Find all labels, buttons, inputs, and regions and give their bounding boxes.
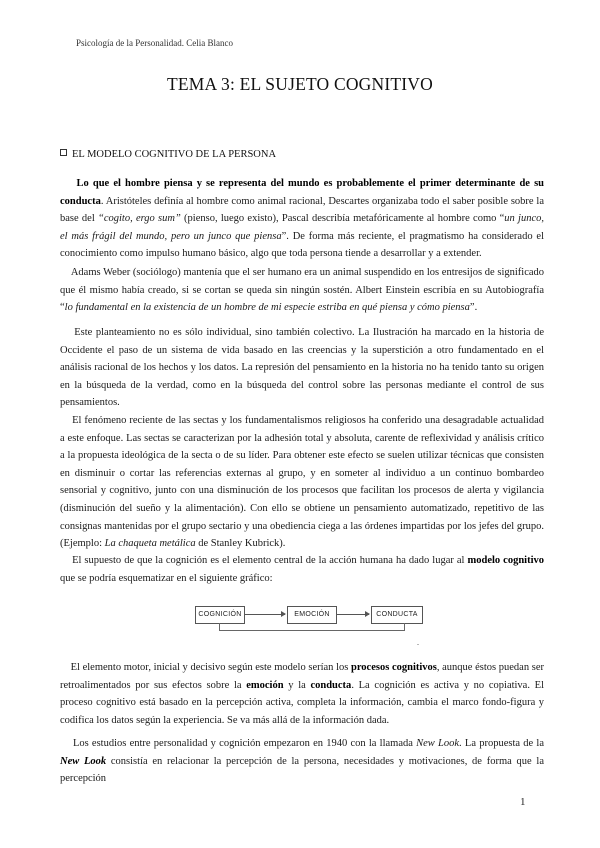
p1-text-2: (pienso, luego existo), Pascal describía metafóricamente al hombre como “ (180, 213, 505, 225)
p6-text-2: , aunque éstos puedan ser retroalimentados por sus efectos sobre la (60, 662, 544, 691)
p6-bold-3: conducta (310, 679, 352, 691)
feedback-loop-line (219, 623, 405, 631)
page-number: 1 (520, 796, 526, 808)
paragraph-2 (60, 264, 544, 317)
p4-text-2: de Stanley Kubrick). (195, 538, 286, 550)
section-heading-text: EL MODELO COGNITIVO DE LA PERSONA (72, 149, 277, 160)
paragraph-6 (60, 659, 544, 729)
p6-text-3: y la (283, 679, 311, 691)
p6-bold-1: procesos cognitivos (351, 662, 437, 673)
paragraph-4 (60, 412, 544, 553)
paragraph-3 (60, 324, 544, 412)
p1-italic-1: “cogito, ergo sum” (97, 213, 181, 225)
p6-text-4: . La cognición es activa y no copiativa. El proceso cognitivo está basado en la percepción activa, completa la información, cambia el marco fondo-figura y codifica los datos según la experiencia. Se va más allá de la información dada. (60, 679, 544, 726)
p5-text-2: que se podría esquematizar en el siguiente gráfico: (60, 572, 273, 584)
p1-italic-2: un junco, el más frágil del mundo, pero un junco que piensa (60, 213, 544, 242)
p7-bold-italic-1 (60, 756, 106, 767)
p2-text-2: ”. (469, 302, 478, 314)
cognitive-model-diagram (195, 606, 423, 646)
bold-lead: Lo que el hombre piensa y se representa del mundo es probablemente el primer determinante de su conducta (60, 178, 544, 207)
diagram-box-emocion: EMOCIÓN (287, 606, 337, 624)
p4-italic-1: La chaqueta metálica (104, 538, 196, 550)
p3-text: Este planteamiento no es sólo individual, sino también colectivo. La Ilustración ha marcado en la historia de Occidente el paso de un sistema de vida basado en las creencias y la superstición a otro fundamentado en el análisis racional de los hechos y los datos. La represión del pensamiento en la historia no ha tenido tanto su origen en la búsqueda de la verdad, como en la búsqueda del control sobre las personas mediante el control de sus pensamientos. (60, 327, 545, 409)
p2-text-1: Adams Weber (sociólogo) mantenía que el ser humano era un animal suspendido en los entresijos de significado que él mismo había creado, si se cortan se queda sin ningún sostén. Albert Einstein escribía en su Autobiografía “ (60, 267, 545, 314)
p7-text-1: Los estudios entre personalidad y cognición empezaron en 1940 con la llamada (72, 738, 417, 749)
paragraph-1 (60, 175, 544, 263)
square-bullet-icon (60, 149, 67, 156)
paragraph-7 (60, 735, 544, 788)
p6-text-1: El elemento motor, inicial y decisivo según este modelo serían los (70, 662, 351, 673)
running-header: Psicología de la Personalidad. Celia Blanco (76, 38, 233, 48)
paragraph-5 (60, 552, 544, 587)
p4-text-1: El fenómeno reciente de las sectas y los fundamentalismos religiosos ha conferido una desagradable actualidad a este enfoque. Las sectas se caracterizan por la adhesión total y absoluta, carente de reflexividad y análisis crítico a la propuesta ideológica de la secta o de su líder. Para obtener este efecto se suelen utilizar técnicas que consisten en disminuir o cortar las referencias externas al grupo, y en someter al individuo a un continuo bombardeo sensorial y cognitivo, junto con una disminución de los procesos que facilitan los procesos de alerta y vigilancia (disminución del sueño y la alimentación). Con ello se obtiene un pensamiento automatizado, repetitivo de las consignas mantenidas por el grupo sectario y una obediencia ciega a las órdenes impartidas por los jefes del grupo. (Ejemplo: (60, 415, 544, 550)
p7-bold-italic-text: New Look (60, 755, 107, 767)
p7-text-3: consistía en relacionar la percepción de la persona, necesidades y motivaciones, de forma que la percepción (60, 755, 544, 785)
p1-text-3: ”. De forma más reciente, el pragmatismo ha considerado el conocimiento como impulso humano básico, algo que toda persona tiende a desarrollar y a extender. (60, 230, 544, 260)
diagram-box-cognicion: COGNICIÓN (195, 606, 245, 624)
section-heading (60, 149, 276, 160)
arrow-right-icon (245, 614, 285, 615)
p5-text-1: El supuesto de que la cognición es el elemento central de la acción humana ha dado lugar al (72, 555, 468, 566)
p6-bold-2: emoción (246, 679, 284, 691)
p7-italic-1: New Look (416, 738, 460, 749)
diagram-box-conducta: CONDUCTA (371, 606, 423, 624)
arrow-right-icon (337, 614, 369, 615)
p2-italic-1: lo fundamental en la existencia de un hombre de mi especie estriba en qué piensa y cómo piensa (64, 302, 470, 314)
p1-text-1: . Aristóteles definía al hombre como animal racional, Descartes organizaba todo el saber posible sobre la base del (60, 195, 544, 225)
p7-text-2: . La propuesta de la (459, 738, 544, 749)
diagram-mark: . (417, 638, 419, 647)
page-title: TEMA 3: EL SUJETO COGNITIVO (167, 74, 433, 94)
p5-bold-1: modelo cognitivo (467, 555, 545, 566)
